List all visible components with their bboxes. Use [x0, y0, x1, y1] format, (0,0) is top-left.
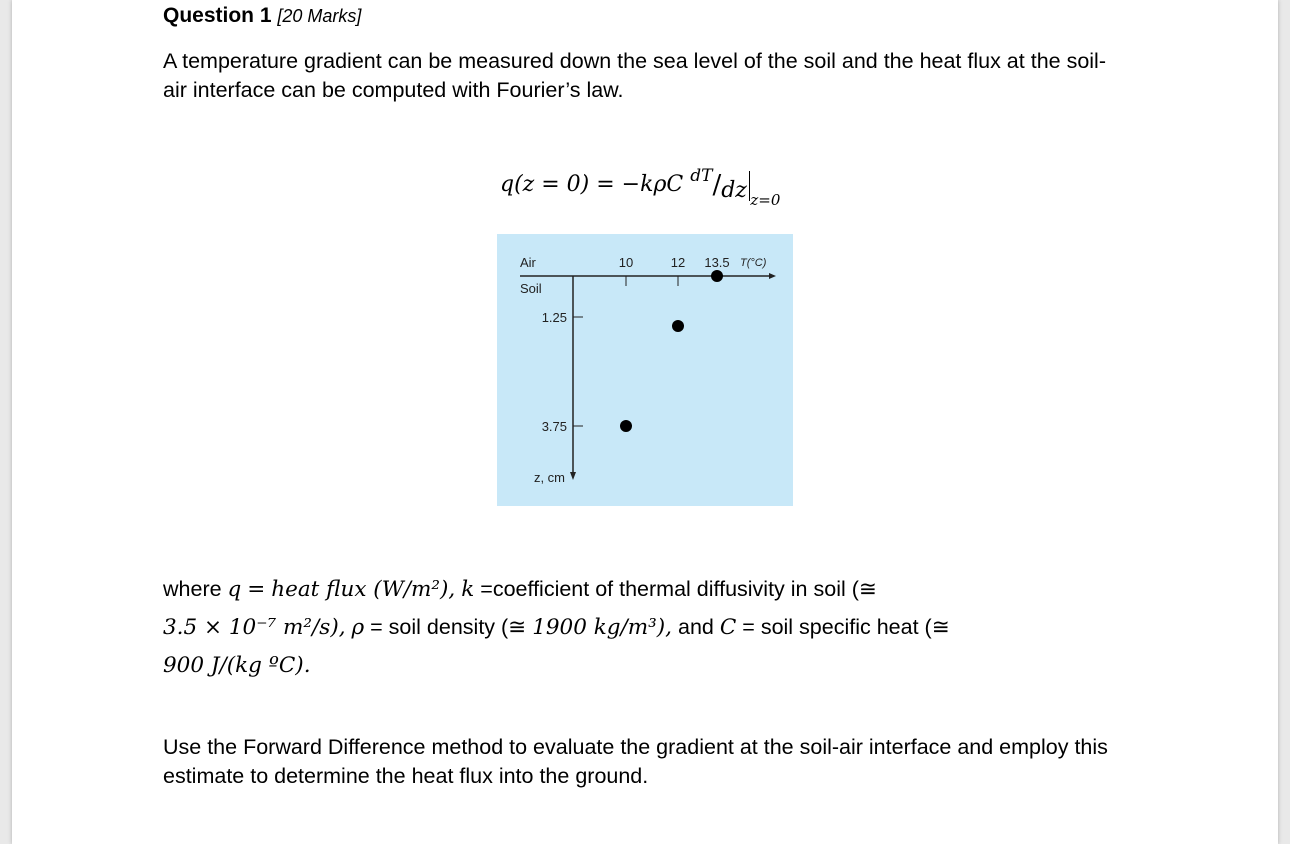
definitions-line-1: where q = heat flux (W/m²), k =coefficient of thermal diffusivity in soil (≅ [163, 577, 877, 602]
task-paragraph: Use the Forward Difference method to evaluate the gradient at the soil-air interface and employ this estimate to determine the heat flux into the ground. [163, 735, 1108, 788]
tick-label-13-5: 13.5 [704, 255, 730, 270]
c-value: 900 J/(kg ºC). [163, 653, 311, 678]
c-symbol: C [719, 615, 737, 640]
data-point-0 [711, 270, 723, 282]
data-point-1 [672, 320, 684, 332]
data-points [620, 270, 723, 432]
where-word: where [163, 577, 222, 601]
depth-axis-label: z, cm [533, 470, 565, 485]
equals-sign: = [247, 577, 266, 602]
fourier-law-formula: q(z = 0) = −kρC $^{dT}$/dz $_{z=0}$ [500, 166, 781, 209]
figure-svg [497, 234, 793, 506]
formula-evaluated-at: z=0 [750, 191, 781, 209]
question-heading [163, 4, 361, 28]
and-word: and [678, 615, 714, 639]
tick-label-12: 12 [670, 255, 686, 270]
k-value: 3.5 × 10⁻⁷ m²/s), [163, 615, 346, 640]
q-symbol: q [227, 577, 242, 602]
formula-denominator: dz [721, 178, 747, 203]
c-definition: = soil specific heat (≅ [742, 615, 950, 639]
temperature-axis-arrow [769, 273, 776, 279]
rho-value: 1900 kg/m³), [532, 615, 673, 640]
definitions-paragraph [163, 575, 1123, 689]
depth-label-3-75: 3.75 [541, 419, 567, 434]
question-title: Question 1 [163, 4, 272, 27]
air-label: Air [520, 255, 536, 270]
soil-label: Soil [520, 281, 542, 296]
tick-label-10: 10 [618, 255, 634, 270]
formula-numerator: dT [690, 166, 713, 186]
temperature-depth-figure [497, 234, 793, 506]
definitions-line-3 [163, 651, 1123, 689]
question-marks: [20 Marks] [277, 6, 362, 26]
document-page [12, 0, 1278, 844]
intro-paragraph: A temperature gradient can be measured down the sea level of the soil and the heat flux at the soil-air interface can be computed with Fourier’s law. [163, 49, 1106, 102]
q-definition: heat flux (W/m²), [271, 577, 456, 602]
data-point-2 [620, 420, 632, 432]
rho-definition: = soil density (≅ [370, 615, 527, 639]
temperature-unit-label: T(°C) [740, 257, 767, 269]
k-symbol: k [461, 577, 475, 602]
k-definition: coefficient of thermal diffusivity in soil (≅ [492, 577, 877, 601]
depth-label-1-25: 1.25 [541, 310, 567, 325]
rho-symbol: ρ [351, 615, 365, 640]
formula-lhs: q(z = 0) = −kρC [500, 172, 684, 197]
definitions-line-2 [163, 613, 1123, 651]
depth-axis-arrow [570, 472, 576, 480]
